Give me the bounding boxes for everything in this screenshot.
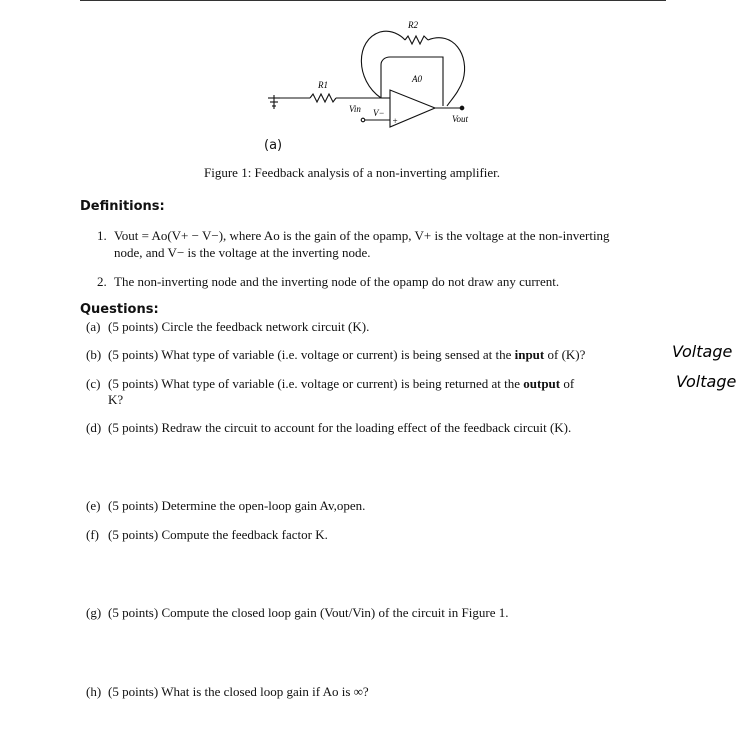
top-rule	[80, 0, 666, 1]
question-b-bold: input	[514, 347, 545, 362]
question-f-label: (f)	[86, 527, 99, 542]
question-g-text: (5 points) Compute the closed loop gain (Vout/Vin) of the circuit in Figure 1.	[108, 605, 509, 620]
circuit-diagram	[255, 10, 505, 135]
answer-c-handwritten: Voltage	[676, 372, 737, 391]
vout-label: Vout	[452, 114, 469, 124]
question-e-text: (5 points) Determine the open-loop gain Av,open.	[108, 498, 366, 513]
question-h-label: (h)	[86, 684, 102, 699]
definitions-heading: Definitions:	[80, 199, 165, 214]
question-d-text: (5 points) Redraw the circuit to account for the loading effect of the feedback circuit (K).	[108, 420, 572, 435]
plus-sign: +	[392, 116, 399, 126]
question-f-text: (5 points) Compute the feedback factor K.	[108, 527, 328, 542]
vin-label: Vin	[349, 104, 361, 114]
definition-1-line2: node, and V− is the voltage at the inverting node.	[114, 245, 371, 260]
definition-1-num: 1.	[97, 228, 107, 243]
question-a-label: (a)	[86, 319, 101, 334]
figure-caption: Figure 1: Feedback analysis of a non-inverting amplifier.	[204, 165, 501, 180]
question-h-text: (5 points) What is the closed loop gain if Ao is ∞?	[108, 684, 369, 699]
question-a-text: (5 points) Circle the feedback network circuit (K).	[108, 319, 370, 334]
question-c-bold: output	[523, 376, 561, 391]
question-b-text	[108, 347, 585, 363]
a0-label: A0	[412, 74, 422, 84]
question-b-label: (b)	[86, 347, 102, 362]
r2-resistor	[405, 36, 428, 44]
r1-resistor	[310, 94, 336, 102]
question-c-text	[108, 376, 574, 392]
vminus-label: V−	[373, 108, 385, 118]
r1-label: R1	[318, 80, 328, 90]
figure-sublabel: (a)	[264, 138, 283, 153]
question-b-pre: (5 points) What type of variable (i.e. voltage or current) is being sensed at the	[108, 347, 512, 362]
question-e-label: (e)	[86, 498, 101, 513]
question-c-cont: K?	[108, 392, 124, 407]
question-b-post: of (K)?	[547, 347, 586, 362]
definition-1-line1: Vout = Ao(V+ − V−), where Ao is the gain of the opamp, V+ is the voltage at the non-inverting	[114, 228, 610, 243]
question-c-pre: (5 points) What type of variable (i.e. voltage or current) is being returned at the	[108, 376, 521, 391]
question-c-post: of	[563, 376, 575, 391]
definition-2-num: 2.	[97, 274, 107, 289]
definition-2-line1: The non-inverting node and the inverting node of the opamp do not draw any current.	[114, 274, 560, 289]
question-c-label: (c)	[86, 376, 101, 391]
question-d-label: (d)	[86, 420, 102, 435]
question-g-label: (g)	[86, 605, 102, 620]
questions-heading: Questions:	[80, 302, 159, 317]
r2-label: R2	[408, 20, 418, 30]
answer-b-handwritten: Voltage	[672, 342, 733, 361]
